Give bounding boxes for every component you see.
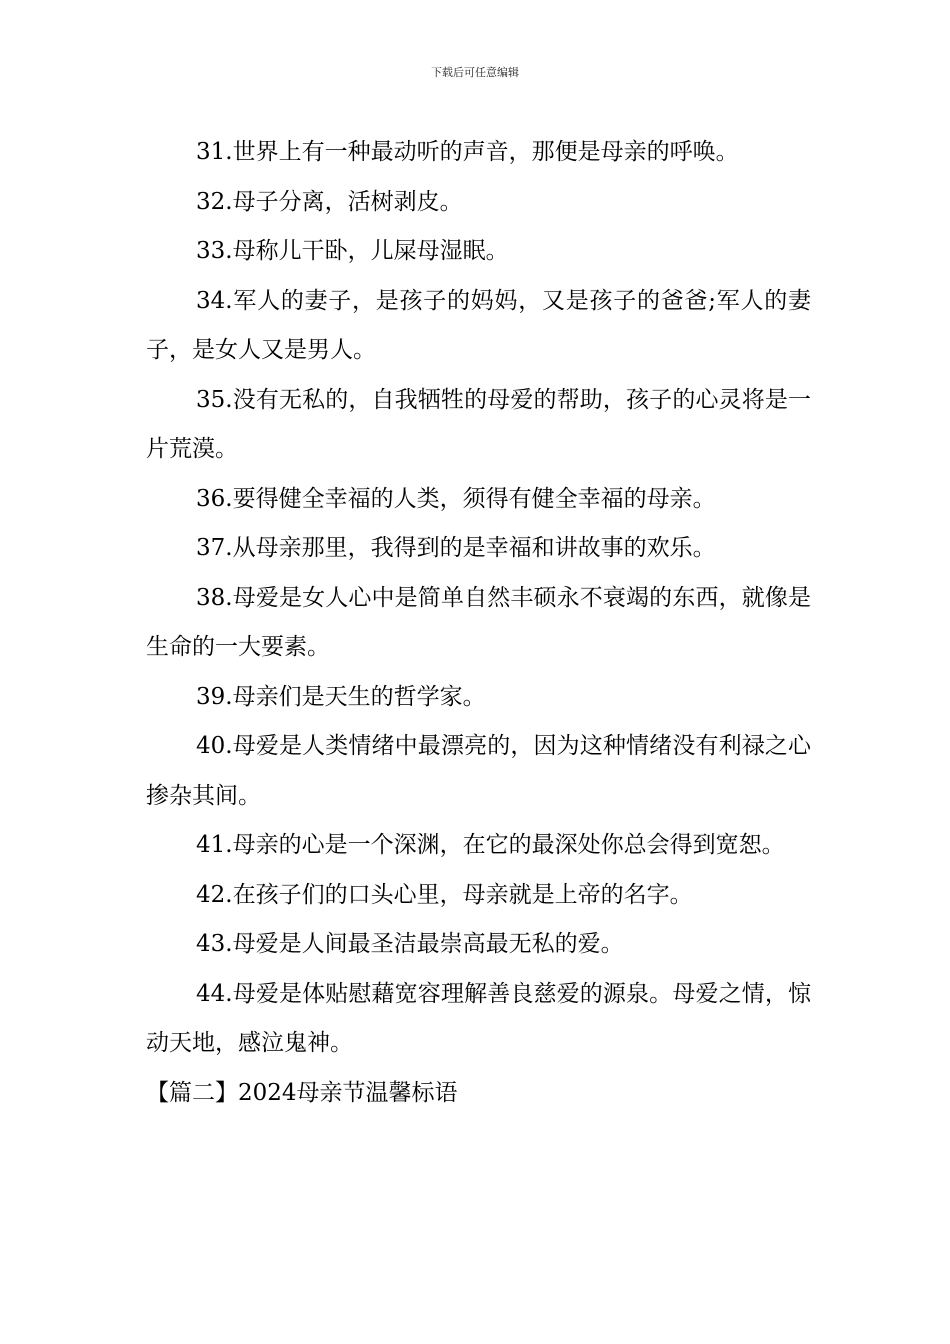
quote-item-39: 39.母亲们是天生的哲学家。 [196,683,486,710]
document-body [146,128,811,1118]
quote-item-42: 42.在孩子们的口头心里，母亲就是上帝的名字。 [196,881,693,908]
quote-item-35: 35.没有无私的，自我牺牲的母爱的帮助，孩子的心灵将是一片荒漠。 [146,386,811,462]
quote-item-43: 43.母爱是人间最圣洁最崇高最无私的爱。 [196,931,624,957]
quote-item-37: 37.从母亲那里，我得到的是幸福和讲故事的欢乐。 [196,535,716,561]
page-header-note: 下载后可任意编辑 [431,66,519,79]
section-title: 【篇二】2024母亲节温馨标语 [146,1079,458,1106]
quote-item-36: 36.要得健全幸福的人类，须得有健全幸福的母亲。 [196,485,716,512]
quote-item-44: 44.母爱是体贴慰藉宽容理解善良慈爱的源泉。母爱之情，惊动天地，感泣鬼神。 [146,980,811,1056]
quote-item-31: 31.世界上有一种最动听的声音，那便是母亲的呼唤。 [196,139,739,165]
quote-item-34: 34.军人的妻子，是孩子的妈妈，又是孩子的爸爸;军人的妻子，是女人又是男人。 [146,287,811,363]
quote-item-33: 33.母称儿干卧，儿屎母湿眠。 [196,238,509,264]
quote-item-40: 40.母爱是人类情绪中最漂亮的，因为这种情绪没有利禄之心掺杂其间。 [146,733,811,809]
quote-item-41: 41.母亲的心是一个深渊，在它的最深处你总会得到宽恕。 [196,832,785,858]
quote-item-38: 38.母爱是女人心中是简单自然丰硕永不衰竭的东西，就像是生命的一大要素。 [146,584,811,660]
quote-item-32: 32.母子分离，活树剥皮。 [196,188,463,215]
